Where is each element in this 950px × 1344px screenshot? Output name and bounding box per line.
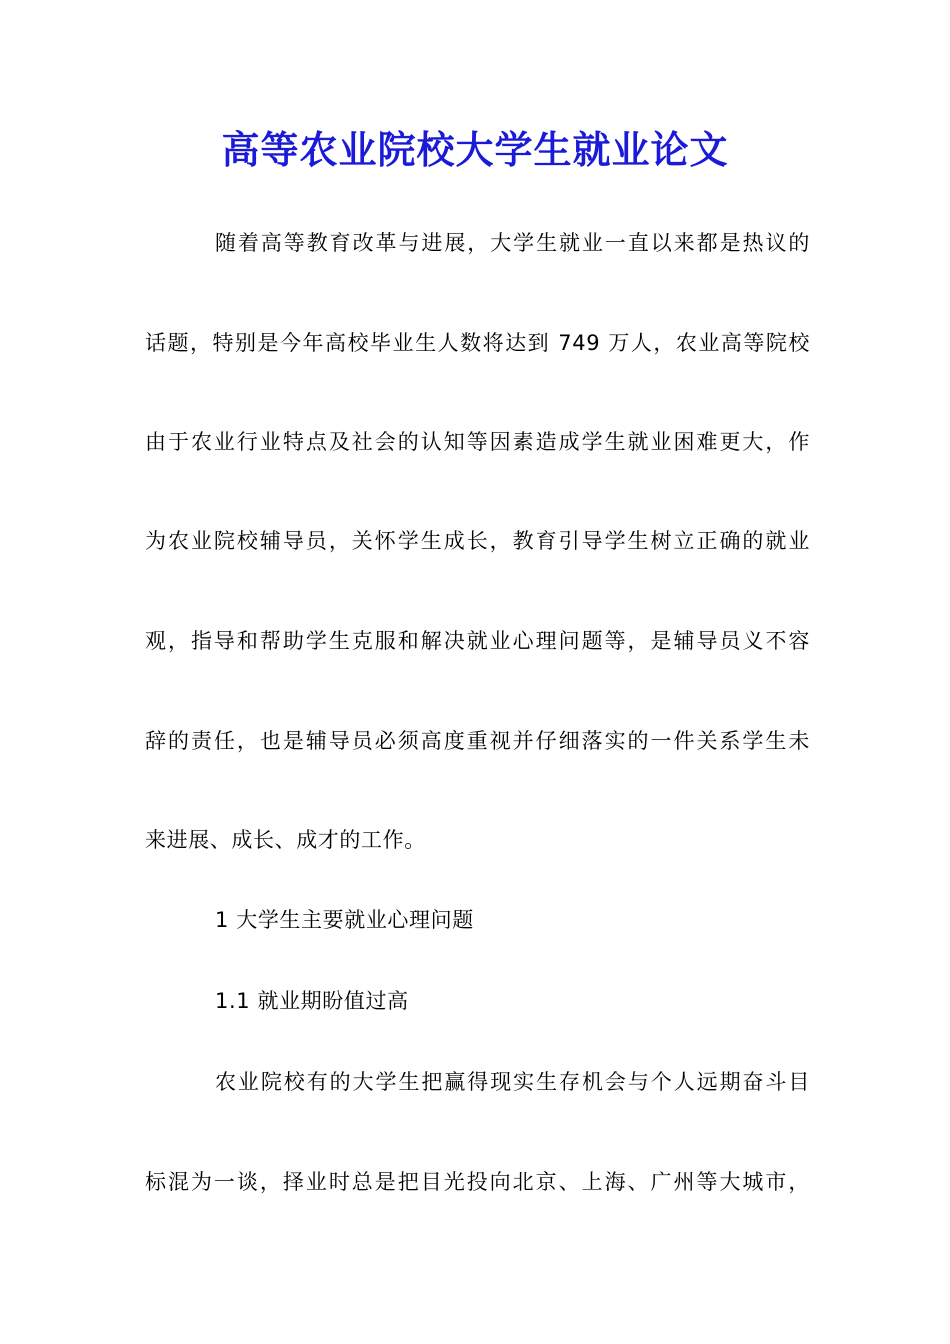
paragraph-line: 为农业院校辅导员，关怀学生成长，教育引导学生树立正确的就业 [145, 529, 810, 553]
paragraph-line: 农业院校有的大学生把赢得现实生存机会与个人远期奋斗目 [215, 1070, 810, 1094]
paragraph-line: 辞的责任，也是辅导员必须高度重视并仔细落实的一件关系学生未 [145, 729, 810, 753]
paragraph-line: 话题，特别是今年高校毕业生人数将达到 749 万人，农业高等院校 [145, 331, 810, 355]
paragraph-line: 来进展、成长、成才的工作。 [145, 828, 426, 852]
paragraph-line: 随着高等教育改革与进展，大学生就业一直以来都是热议的 [215, 231, 810, 255]
subsection-heading: 1.1 就业期盼值过高 [215, 989, 409, 1013]
paragraph-line: 标混为一谈，择业时总是把目光投向北京、上海、广州等大城市， [145, 1170, 810, 1194]
paragraph-line: 观，指导和帮助学生克服和解决就业心理问题等，是辅导员义不容 [145, 629, 810, 653]
document-title: 高等农业院校大学生就业论文 [221, 127, 729, 172]
paragraph-line: 由于农业行业特点及社会的认知等因素造成学生就业困难更大，作 [145, 430, 810, 454]
section-heading: 1 大学生主要就业心理问题 [215, 908, 474, 932]
